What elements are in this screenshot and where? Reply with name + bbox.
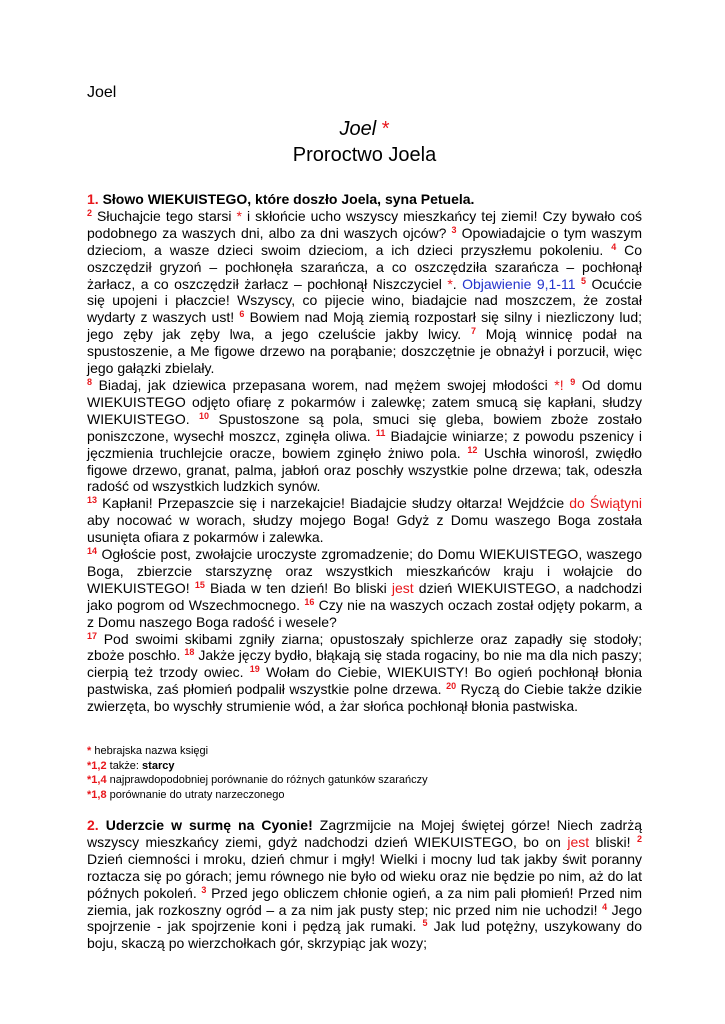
footnote-mark: *	[87, 745, 92, 757]
running-header: Joel	[87, 84, 117, 101]
verse-text: Opowiadajcie o tym waszym dzieciom, a wasze dzieci swoim dzieciom, a ich dzieci przyszłemu pokoleniu.	[87, 224, 642, 258]
footnote	[87, 788, 642, 803]
book-name: Joel	[339, 118, 377, 140]
verse-text: Od domu WIEKUISTEGO odjęto ofiarę z pokarmów i zalewkę; zatem smucą się kapłani, słudzy WIEKUISTEGO.	[87, 376, 642, 427]
verse-number: 13	[87, 495, 98, 506]
verse-number: 19	[249, 664, 260, 675]
footnote	[87, 744, 642, 759]
verse-number: 17	[87, 630, 98, 641]
verse-text: i skłońcie ucho wszyscy mieszkańcy tej ziemi! Czy bywało coś podobnego za waszych dni, albo za dni waszych ojców?	[87, 207, 643, 241]
inserted-word: do Świątyni	[569, 495, 643, 512]
verse-number: 3	[451, 224, 457, 235]
verse-number: 11	[375, 427, 386, 438]
chapter-number: 1.	[87, 191, 99, 207]
verse-text: Bowiem nad Moją ziemią rozpostarł się silny i niezliczony lud; jego zęby jak zęby lwa, a jego czeluście jakby lwicy.	[87, 309, 642, 343]
chapter-1-heading	[87, 191, 642, 208]
verse-text: Wołam do Ciebie, WIEKUISTY! Bo ogień pochłonął błonia pastwiska, zaś płomień podpalił wszystkie polne drzewa.	[87, 664, 642, 698]
verse-text: Ryczą do Ciebie także dzikie zwierzęta, bo wyschły strumienie wód, a żar słońca pochłonął błonia pastwiska.	[87, 681, 642, 715]
footnote-mark: *1,2	[87, 759, 107, 772]
verse-text: aby nocować w worach, słudzy mojego Boga! Gdyż z Domu waszego Boga została usunięta ofiara z pokarmów i zalewka.	[87, 512, 642, 546]
paragraph	[87, 817, 642, 952]
chapter-heading: Uderzcie w surmę na Cyonie!	[105, 817, 313, 833]
verse-number: 12	[467, 444, 478, 455]
verse-text: bliski!	[589, 833, 637, 850]
footnote-mark[interactable]: *	[236, 207, 242, 224]
footnote-mark: *1,8	[87, 788, 107, 801]
book-title-block	[87, 116, 642, 168]
verse-number: 16	[304, 596, 315, 607]
footnote-text: hebrajska nazwa księgi	[91, 745, 209, 757]
book-subtitle: Proroctwo Joela	[292, 144, 437, 166]
verse-text: Moją winnicę podał na spustoszenie, a Me figowe drzewo na porąbanie; doszczętnie je obnażył i porzucił, więc jego gałązki zbielały.	[87, 326, 643, 377]
verse-text: Przed jego obliczem chłonie ogień, a za nim pali płomień! Przed nim ziemia, jak rozkoszny ogród – a za nim jak pusty step; nic przed nim nie uchodzi!	[87, 884, 642, 918]
verse-number: 2	[87, 207, 93, 218]
verse-text: Biada w ten dzień! Bo bliski	[210, 579, 392, 596]
footnote	[87, 773, 642, 788]
verse-text: Co oszczędził gryzoń – pochłonęła szarańcza, a co oszczędziła szarańcza – pochłonął żarłacz, a co oszczędził żarłacz – pochłonął Niszczyciel	[87, 241, 643, 292]
verse-number: 14	[87, 546, 98, 557]
footnote-text: porównanie do utraty narzeczonego	[106, 788, 285, 801]
verse-text: Jego spojrzenie - jak spojrzenie koni i pędzą jak rumaki.	[87, 901, 643, 935]
paragraph	[87, 495, 642, 546]
chapter-2	[87, 817, 642, 952]
footnote	[87, 759, 642, 774]
verse-text: Ogłoście post, zwołajcie uroczyste zgromadzenie; do Domu WIEKUISTEGO, waszego Boga, zbierzcie starszyznę oraz wszystkich mieszkańców kraju i wołajcie do WIEKUISTEGO!	[87, 546, 642, 596]
verse-number: 18	[184, 647, 195, 658]
footnote-emphasis: starcy	[142, 759, 175, 772]
verse-number: 6	[239, 309, 245, 320]
verse-text: Jak lud potężny, uszykowany do boju, skaczą po wierzchołkach gór, skrzypiąc jak wozy;	[87, 918, 642, 952]
chapter-number: 2.	[87, 817, 99, 833]
verse-text: Pod swoimi skibami zgniły ziarna; opustoszały spichlerze oraz zapadły się stodoły; zboże poschło.	[87, 630, 643, 664]
title-footnote-mark[interactable]: *	[381, 118, 390, 140]
verse-text: Słuchajcie tego starsi	[97, 207, 237, 224]
cross-reference-link[interactable]: Objawienie 9,1-11	[462, 275, 576, 292]
footnote-text: także:	[106, 759, 143, 772]
paragraph	[87, 208, 642, 377]
chapter-heading: Słowo WIEKUISTEGO, które doszło Joela, syna Petuela.	[102, 191, 475, 207]
inserted-word: jest	[391, 579, 414, 596]
footnote-mark[interactable]: *	[447, 275, 453, 292]
inserted-word: jest	[567, 833, 590, 850]
paragraph	[87, 377, 642, 495]
verse-text: Jakże jęczy bydło, błąkają się stada rogaciny, bo nie ma dla nich paszy; cierpią też trzody owiec.	[87, 647, 643, 681]
verse-number: 7	[470, 326, 476, 337]
chapter-1	[87, 191, 642, 715]
footnote-mark[interactable]: *!	[554, 376, 564, 393]
verse-number: 4	[611, 241, 617, 252]
verse-number: 2	[636, 833, 642, 844]
verse-text: Dzień ciemności i mroku, dzień chmur i mgły! Wielki i mocny lud tak jakby świt poranny roztacza się po górach; jemu równego nie było od wieku oraz nie będzie po nim, aż do lat późnych pokoleń.	[87, 850, 642, 901]
paragraph	[87, 546, 642, 631]
verse-text: Uschła winorośl, zwiędło figowe drzewo, granat, palma, jabłoń oraz poschły wszystkie polne drzewa; tak, odeszła radość od wszystkich ludzkich synów.	[87, 444, 643, 495]
paragraph	[87, 631, 642, 716]
footnote-text: najprawdopodobniej porównanie do różnych gatunków szarańczy	[106, 774, 428, 786]
book-title	[87, 116, 642, 142]
verse-text: Biadaj, jak dziewica przepasana worem, nad mężem swojej młodości	[98, 376, 555, 393]
verse-number: 4	[602, 901, 608, 912]
verse-number: 20	[446, 681, 457, 692]
verse-text: Zagrzmijcie na Mojej świętej górze! Niech zadrżą wszyscy mieszkańcy ziemi, gdyż nadchodzi dzień WIEKUISTEGO, bo on	[87, 817, 642, 850]
verse-text: Biadajcie winiarze; z powodu pszenicy i jęczmienia truchlejcie oracze, bowiem zginęło żniwo pola.	[87, 427, 643, 461]
verse-text: dzień WIEKUISTEGO, a nadchodzi jako pogrom od Wszechmocnego.	[87, 579, 642, 613]
footnote-mark: *1,4	[87, 774, 107, 786]
verse-number: 8	[87, 376, 93, 387]
footnotes	[87, 744, 642, 802]
verse-text: Kapłani! Przepaszcie się i narzekajcie! Biadajcie słudzy ołtarza! Wejdźcie	[102, 495, 570, 512]
verse-number: 5	[580, 275, 586, 286]
verse-text: Spustoszone są pola, smuci się gleba, bowiem zboże zostało poniszczone, wysechł moszcz, zginęła oliwa.	[87, 410, 643, 444]
verse-text: Ocućcie się upojeni i płaczcie! Wszyscy, co pijecie wino, biadajcie nad moszczem, że został wydarty z waszych ust!	[87, 275, 643, 326]
verse-text: .	[452, 275, 463, 292]
verse-number: 10	[199, 410, 210, 421]
verse-number: 15	[194, 579, 205, 590]
verse-number: 3	[201, 884, 207, 895]
verse-number: 9	[570, 376, 576, 387]
verse-text: Czy nie na waszych oczach został odjęty pokarm, a z Domu naszego Boga radość i wesele?	[87, 596, 643, 630]
verse-number: 5	[422, 918, 428, 929]
